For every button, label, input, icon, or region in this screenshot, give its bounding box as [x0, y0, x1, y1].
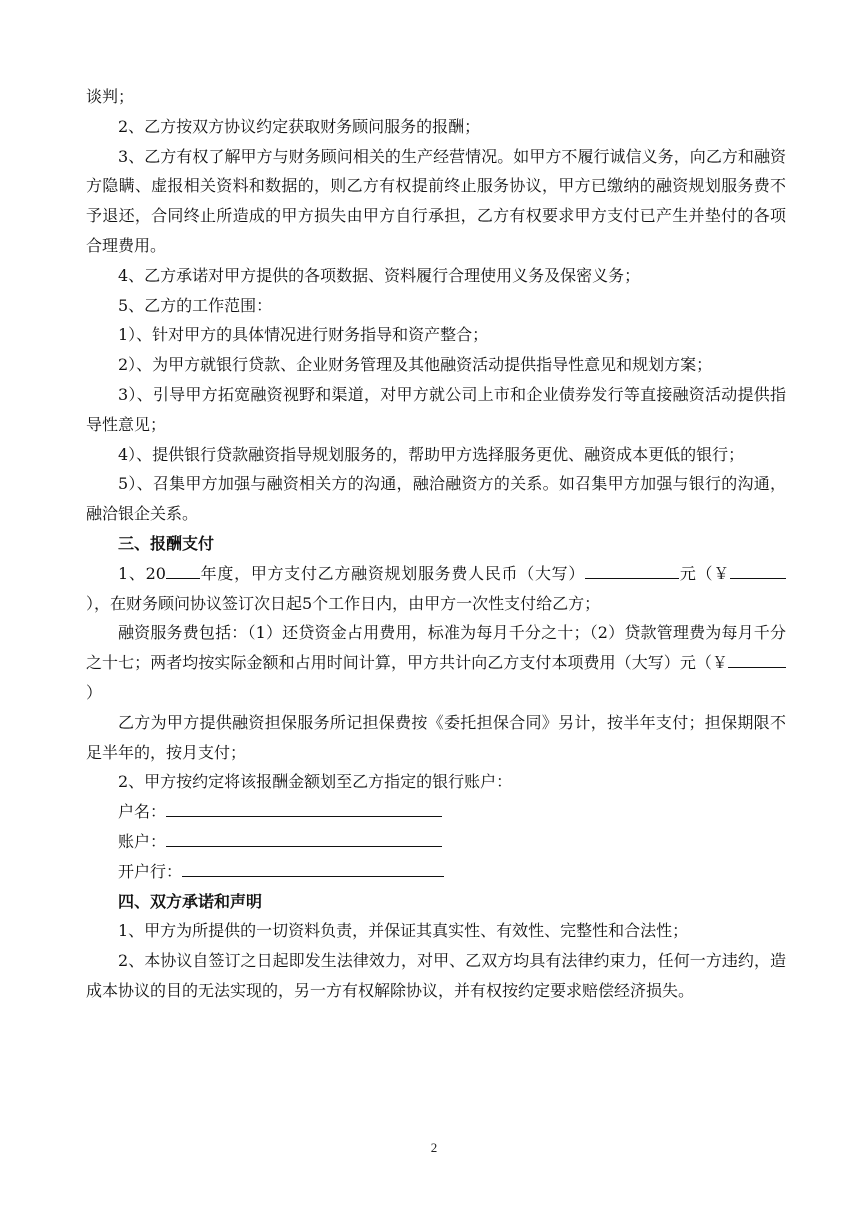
service-fee-text: 融资服务费包括：（1）还贷资金占用费用，标准为每月千分之十；（2）贷款管理费为每月千分之十七；两者均按实际金额和占用时间计算，甲方共计向乙方支付本项费用（大写）元（￥: [86, 623, 786, 673]
paragraph-service-fee: [86, 618, 786, 707]
account-name-label: 户名：: [118, 802, 167, 822]
list-item-scope-2: 2）、为甲方就银行贷款、企业财务管理及其他融资活动提供指导性意见和规划方案；: [118, 355, 713, 375]
bank-blank: [182, 858, 444, 877]
amount-figures-blank: [730, 560, 786, 579]
field-bank: [86, 857, 786, 887]
year-blank: [166, 560, 200, 579]
account-name-blank: [166, 798, 442, 817]
section-heading-promises: 四、双方承诺和声明: [118, 891, 263, 911]
paragraph-promise-2: 2、本协议自签订之日起即发生法律效力，对甲、乙双方均具有法律约束力，任何一方违约，造成本协议的目的无法实现的，另一方有权解除协议，并有权按约定要求赔偿经济损失。: [86, 951, 786, 1000]
list-item-scope-4: 4）、提供银行贷款融资指导规划服务的，帮助甲方选择服务更优、融资成本更低的银行；: [118, 444, 745, 464]
account-number-blank: [166, 828, 442, 847]
paragraph-negotiation-end: 谈判；: [86, 87, 135, 106]
payment-year-prefix: 1、20: [118, 563, 166, 583]
paragraph-party-b-fee: 2、乙方按双方协议约定获取财务顾问服务的报酬；: [118, 116, 481, 136]
account-number-label: 账户：: [118, 831, 167, 851]
field-account-name: [86, 797, 786, 827]
list-item-scope-3: 3）、引导甲方拓宽融资视野和渠道，对甲方就公司上市和企业债券发行等直接融资活动提供指导性意见；: [86, 384, 786, 434]
paragraph-work-scope: 5、乙方的工作范围：: [118, 295, 273, 315]
payment-amount-text: 年度，甲方支付乙方融资规划服务费人民币（大写）: [199, 563, 586, 583]
payment-yuan-text: 元（￥: [679, 563, 730, 583]
field-account-number: [86, 827, 786, 857]
list-item-scope-1: 1）、针对甲方的具体情况进行财务指导和资产整合；: [118, 325, 489, 345]
service-fee-close: ）: [86, 682, 103, 702]
page-number: 2: [430, 1140, 438, 1155]
paragraph-party-b-rights: 3、乙方有权了解甲方与财务顾问相关的生产经营情况。如甲方不履行诚信义务，向乙方和融资方隐瞒、虚报相关资料和数据的，则乙方有权提前终止服务协议，甲方已缴纳的融资规划服务费不予退还，合同终止所造成的甲方损失由甲方自行承担，乙方有权要求甲方支付已产生并垫付的各项合理费用。: [86, 146, 786, 255]
paragraph-promise-1: 1、甲方为所提供的一切资料负责，并保证其真实性、有效性、完整性和合法性；: [118, 921, 689, 941]
paragraph-payment-1: [86, 559, 786, 619]
payment-schedule-text: ），在财务顾问协议签订次日起5个工作日内，由甲方一次性支付给乙方；: [86, 593, 601, 613]
service-fee-blank: [728, 649, 786, 668]
bank-label: 开户行：: [118, 861, 183, 881]
paragraph-bank-transfer: 2、甲方按约定将该报酬金额划至乙方指定的银行账户：: [118, 772, 513, 792]
list-item-scope-5: 5）、召集甲方加强与融资相关方的沟通，融洽融资方的关系。如召集甲方加强与银行的沟通，融洽银企关系。: [86, 474, 786, 524]
paragraph-confidentiality: 4、乙方承诺对甲方提供的各项数据、资料履行合理使用义务及保密义务；: [118, 265, 641, 285]
document-body: [86, 82, 786, 1006]
amount-words-blank: [585, 560, 679, 579]
section-heading-payment: 三、报酬支付: [118, 533, 215, 553]
paragraph-guarantee-fee: 乙方为甲方提供融资担保服务所记担保费按《委托担保合同》另计，按半年支付；担保期限不足半年的，按月支付；: [86, 712, 786, 762]
